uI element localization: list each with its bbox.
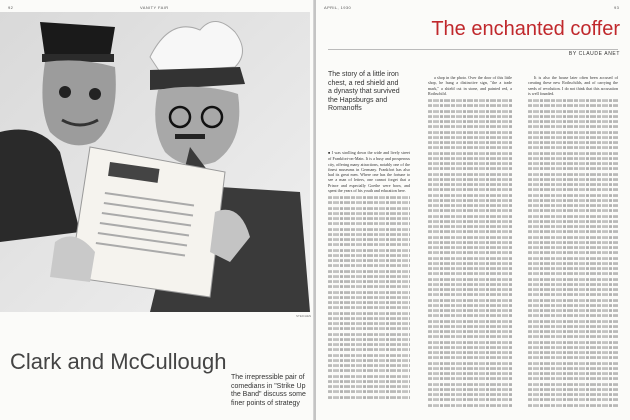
issue-date-header: APRIL, 1930 [324, 5, 352, 10]
photo-illustration [0, 12, 310, 312]
magazine-title-header: VANITY FAIR [140, 5, 169, 10]
headline-deck: The irrepressible pair of comedians in "Strike Up the Band" discuss some finer points of strategy [231, 374, 306, 407]
column-2-filler [428, 98, 512, 408]
column-1-filler [328, 195, 410, 400]
column-2-lead-paragraph: a shop in the photo. Over the door of this little shop, he hung a distinctive sign, "the a trade mark," a shield cut in stone, and painted red, a Rothschild. [428, 75, 512, 96]
page-number-left: 92 [8, 5, 14, 10]
title-rule [328, 49, 618, 50]
photo-credit: STEICHEN [296, 314, 312, 318]
article-column-1 [328, 150, 410, 415]
column-3-lead-paragraph: It is also the house later often been accused of creating these new Rothschilds, and of carrying the seeds of revolution. I do not think that this accusation is well founded. [528, 75, 618, 96]
article-title: The enchanted coffer [431, 18, 620, 40]
comedians-photo [0, 12, 310, 312]
column-1-lead-paragraph: ■ I was strolling down the wide and lively street of Frankfort-on-Main. It is a busy and prosperous city, offering many attractions, notably one of the finest museums in Germany. Frankfort has also had its great men. Where one has the fortune to see a man of letters, one cannot forget that a Prince and especially Goethe were born, and spent the years of his youth and education here. [328, 150, 410, 193]
left-page [0, 0, 314, 420]
article-byline: BY CLAUDE ANET [568, 51, 620, 57]
headline-clark-mccullough: Clark and McCullough [10, 349, 227, 374]
column-3-filler [528, 98, 618, 408]
right-page [316, 0, 630, 420]
article-column-2 [428, 75, 512, 415]
article-column-3 [528, 75, 618, 415]
article-deck: The story of a little iron chest, a red shield and a dynasty that survived the Hapsburgs and Romanoffs [328, 71, 400, 113]
page-number-right: 93 [614, 5, 620, 10]
